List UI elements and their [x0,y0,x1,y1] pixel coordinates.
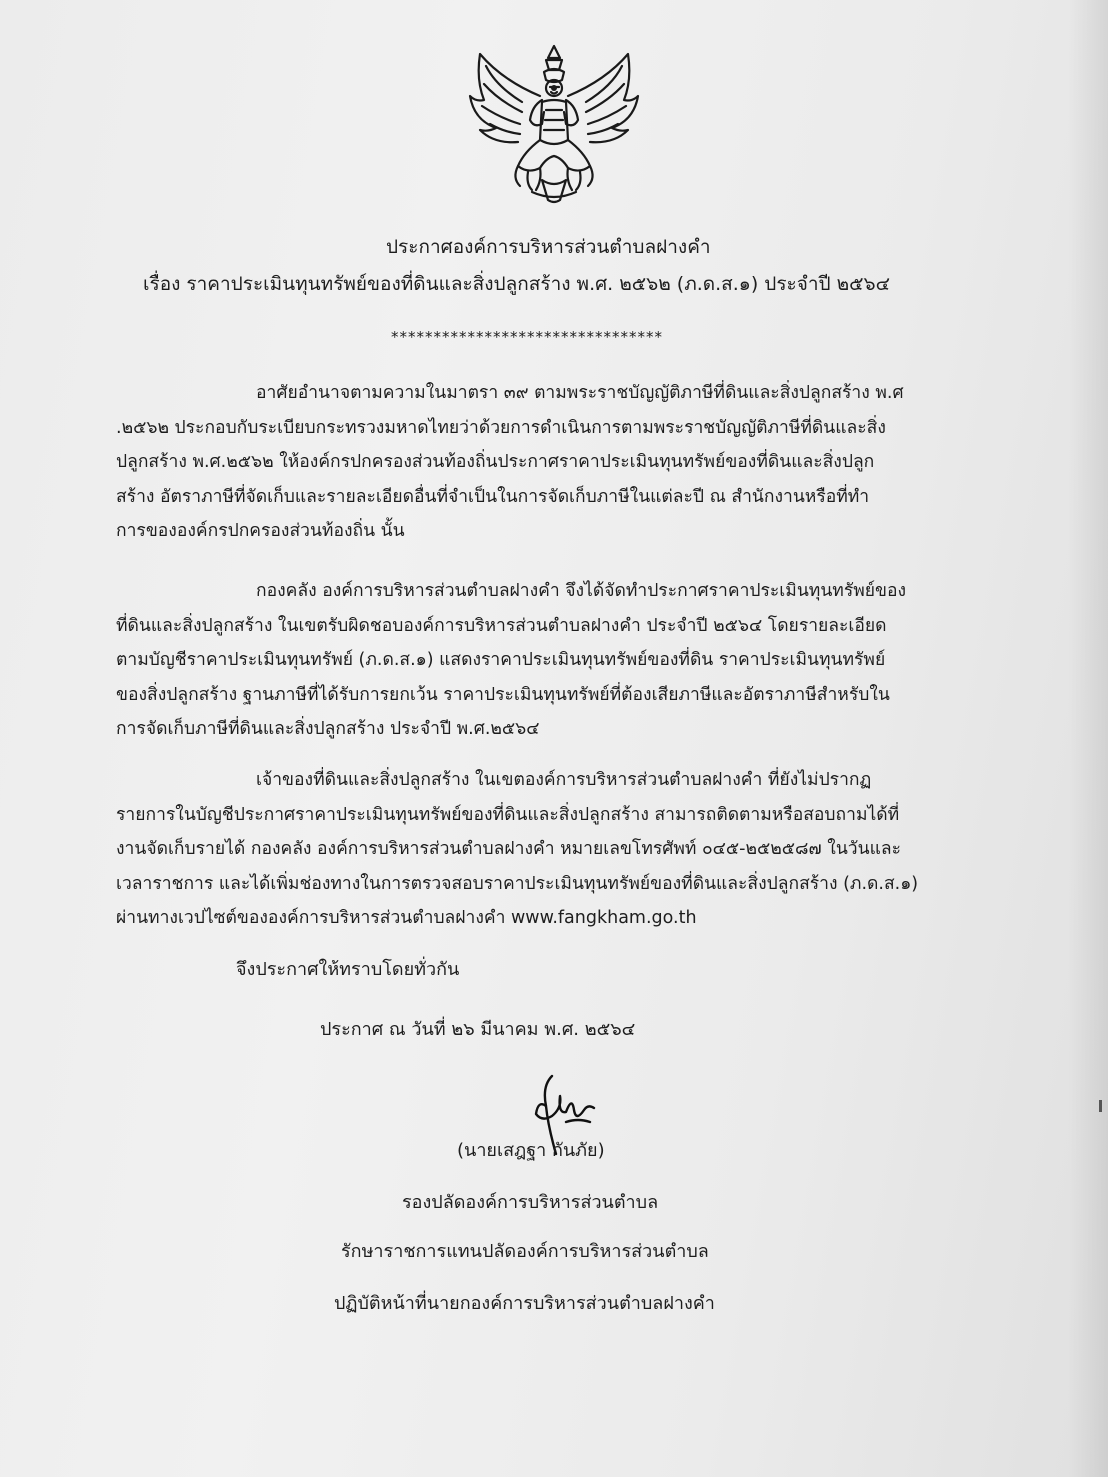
paragraph-line: การจัดเก็บภาษีที่ดินและสิ่งปลูกสร้าง ประจำปี พ.ศ.๒๕๖๔ [116,719,540,739]
signatory-duty-position: ปฏิบัติหน้าที่นายกองค์การบริหารส่วนตำบลฝางคำ [334,1293,715,1314]
paragraph-line: รายการในบัญชีประกาศราคาประเมินทุนทรัพย์ของที่ดินและสิ่งปลูกสร้าง สามารถติดตามหรือสอบถามได้ที่ [116,804,900,825]
paragraph-line: อาศัยอำนาจตามความในมาตรา ๓๙ ตามพระราชบัญญัติภาษีที่ดินและสิ่งปลูกสร้าง พ.ศ [256,383,904,403]
signatory-acting-position: รักษาราชการแทนปลัดองค์การบริหารส่วนตำบล [341,1241,709,1262]
paragraph-line: ผ่านทางเวปไซต์ขององค์การบริหารส่วนตำบลฝางคำ www.fangkham.go.th [116,908,697,928]
separator-line: ******************************** [391,328,663,346]
paragraph-line: กองคลัง องค์การบริหารส่วนตำบลฝางคำ จึงได้จัดทำประกาศราคาประเมินทุนทรัพย์ของ [256,581,907,601]
paragraph-authority [116,376,992,549]
paragraph-owners-contact [116,763,992,936]
signatory-name: (นายเสฎฐา กันภัย) [457,1140,605,1161]
garuda-emblem-icon [462,40,646,208]
paragraph-line: ปลูกสร้าง พ.ศ.๒๕๖๒ ให้องค์กรปกครองส่วนท้องถิ่นประกาศราคาประเมินทุนทรัพย์ของที่ดินและสิ่งปลูก [116,452,875,472]
page-mark [1099,1100,1102,1112]
paragraph-line: .๒๕๖๒ ประกอบกับระเบียบกระทรวงมหาดไทยว่าด้วยการดำเนินการตามพระราชบัญญัติภาษีที่ดินและสิ่ง [116,417,886,438]
announcement-date: ประกาศ ณ วันที่ ๒๖ มีนาคม พ.ศ. ๒๕๖๔ [320,1019,636,1040]
document-title: ประกาศองค์การบริหารส่วนตำบลฝางคำ [386,236,711,258]
paragraph-finance-division [116,574,992,747]
paragraph-line: ตามบัญชีราคาประเมินทุนทรัพย์ (ภ.ด.ส.๑) แสดงราคาประเมินทุนทรัพย์ของที่ดิน ราคาประเมินทุนทรัพย์ [116,650,886,670]
signatory-position: รองปลัดองค์การบริหารส่วนตำบล [402,1192,659,1213]
paragraph-line: ของสิ่งปลูกสร้าง ฐานภาษีที่ได้รับการยกเว้น ราคาประเมินทุนทรัพย์ที่ต้องเสียภาษีและอัตราภาษีสำหรับใน [116,684,890,705]
paragraph-line: สร้าง อัตราภาษีที่จัดเก็บและรายละเอียดอื่นที่จำเป็นในการจัดเก็บภาษีในแต่ละปี ณ สำนักงานหรือที่ทำ [116,486,870,507]
announcement-text: จึงประกาศให้ทราบโดยทั่วกัน [236,959,460,980]
paragraph-line: เวลาราชการ และได้เพิ่มช่องทางในการตรวจสอบราคาประเมินทุนทรัพย์ของที่ดินและสิ่งปลูกสร้าง (ภ.ด.ส.๑) [116,873,919,894]
paragraph-line: การขององค์กรปกครองส่วนท้องถิ่น นั้น [116,521,405,541]
paragraph-line: เจ้าของที่ดินและสิ่งปลูกสร้าง ในเขตองค์การบริหารส่วนตำบลฝางคำ ที่ยังไม่ปรากฏ [256,770,872,790]
document-subject: เรื่อง ราคาประเมินทุนทรัพย์ของที่ดินและสิ่งปลูกสร้าง พ.ศ. ๒๕๖๒ (ภ.ด.ส.๑) ประจำปี ๒๕๖๔ [143,273,891,295]
page-edge-shadow [1068,0,1108,1477]
paragraph-line: ที่ดินและสิ่งปลูกสร้าง ในเขตรับผิดชอบองค์การบริหารส่วนตำบลฝางคำ ประจำปี ๒๕๖๔ โดยรายละเอียด [116,615,887,636]
paragraph-line: งานจัดเก็บรายได้ กองคลัง องค์การบริหารส่วนตำบลฝางคำ หมายเลขโทรศัพท์ ๐๔๕-๒๕๒๕๘๗ ในวันและ [116,839,901,859]
